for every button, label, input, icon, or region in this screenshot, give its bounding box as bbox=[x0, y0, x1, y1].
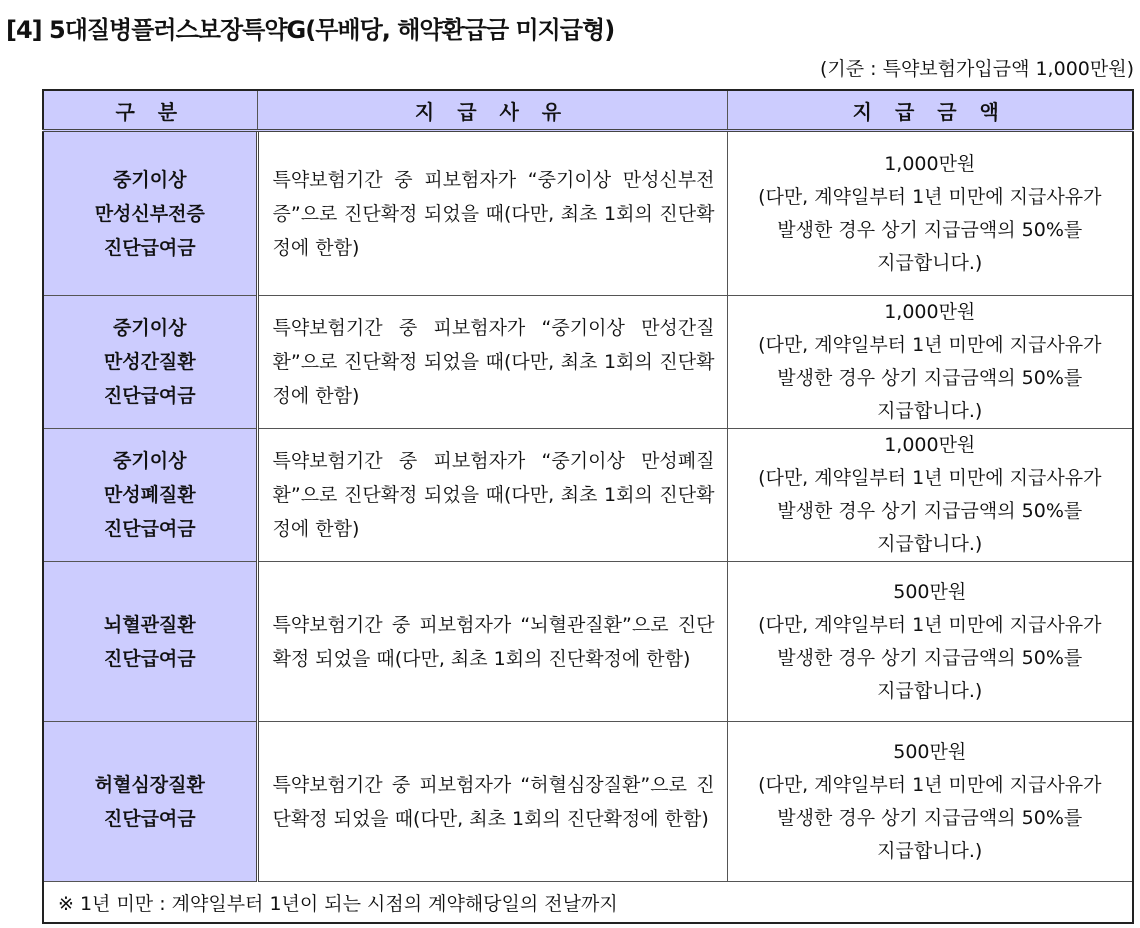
table-row bbox=[43, 429, 1133, 562]
amount-cell: 1,000만원 (다만, 계약일부터 1년 미만에 지급사유가 발생한 경우 상기 지급금액의 50%를 지급합니다.) bbox=[727, 429, 1133, 562]
table-row bbox=[43, 722, 1133, 882]
footnote: ※ 1년 미만 : 계약일부터 1년이 되는 시점의 계약해당일의 전날까지 bbox=[43, 882, 1133, 924]
category-cell: 허혈심장질환 진단급여금 bbox=[43, 722, 257, 882]
table-row bbox=[43, 562, 1133, 722]
header-amount: 지 급 금 액 bbox=[727, 90, 1133, 131]
reason-cell: 특약보험기간 중 피보험자가 “중기이상 만성신부전증”으로 진단확정 되었을 때(다만, 최초 1회의 진단확정에 한함) bbox=[257, 131, 727, 296]
reason-cell: 특약보험기간 중 피보험자가 “뇌혈관질환”으로 진단확정 되었을 때(다만, 최초 1회의 진단확정에 한함) bbox=[257, 562, 727, 722]
category-cell: 중기이상 만성신부전증 진단급여금 bbox=[43, 131, 257, 296]
reason-cell: 특약보험기간 중 피보험자가 “중기이상 만성폐질환”으로 진단확정 되었을 때(다만, 최초 1회의 진단확정에 한함) bbox=[257, 429, 727, 562]
footnote-row bbox=[43, 882, 1133, 924]
category-cell: 중기이상 만성간질환 진단급여금 bbox=[43, 296, 257, 429]
category-cell: 뇌혈관질환 진단급여금 bbox=[43, 562, 257, 722]
table-header-row bbox=[43, 90, 1133, 131]
amount-cell: 1,000만원 (다만, 계약일부터 1년 미만에 지급사유가 발생한 경우 상기 지급금액의 50%를 지급합니다.) bbox=[727, 131, 1133, 296]
table-row bbox=[43, 131, 1133, 296]
category-cell: 중기이상 만성폐질환 진단급여금 bbox=[43, 429, 257, 562]
amount-cell: 1,000만원 (다만, 계약일부터 1년 미만에 지급사유가 발생한 경우 상기 지급금액의 50%를 지급합니다.) bbox=[727, 296, 1133, 429]
document-title: [4] 5대질병플러스보장특약G(무배당, 해약환급금 미지급형) bbox=[6, 16, 615, 44]
amount-cell: 500만원 (다만, 계약일부터 1년 미만에 지급사유가 발생한 경우 상기 지급금액의 50%를 지급합니다.) bbox=[727, 562, 1133, 722]
benefit-table bbox=[42, 89, 1134, 924]
header-category: 구 분 bbox=[43, 90, 257, 131]
header-reason: 지 급 사 유 bbox=[257, 90, 727, 131]
reason-cell: 특약보험기간 중 피보험자가 “허혈심장질환”으로 진단확정 되었을 때(다만, 최초 1회의 진단확정에 한함) bbox=[257, 722, 727, 882]
basis-note: (기준 : 특약보험가입금액 1,000만원) bbox=[820, 58, 1134, 80]
reason-cell: 특약보험기간 중 피보험자가 “중기이상 만성간질환”으로 진단확정 되었을 때(다만, 최초 1회의 진단확정에 한함) bbox=[257, 296, 727, 429]
amount-cell: 500만원 (다만, 계약일부터 1년 미만에 지급사유가 발생한 경우 상기 지급금액의 50%를 지급합니다.) bbox=[727, 722, 1133, 882]
table-row bbox=[43, 296, 1133, 429]
